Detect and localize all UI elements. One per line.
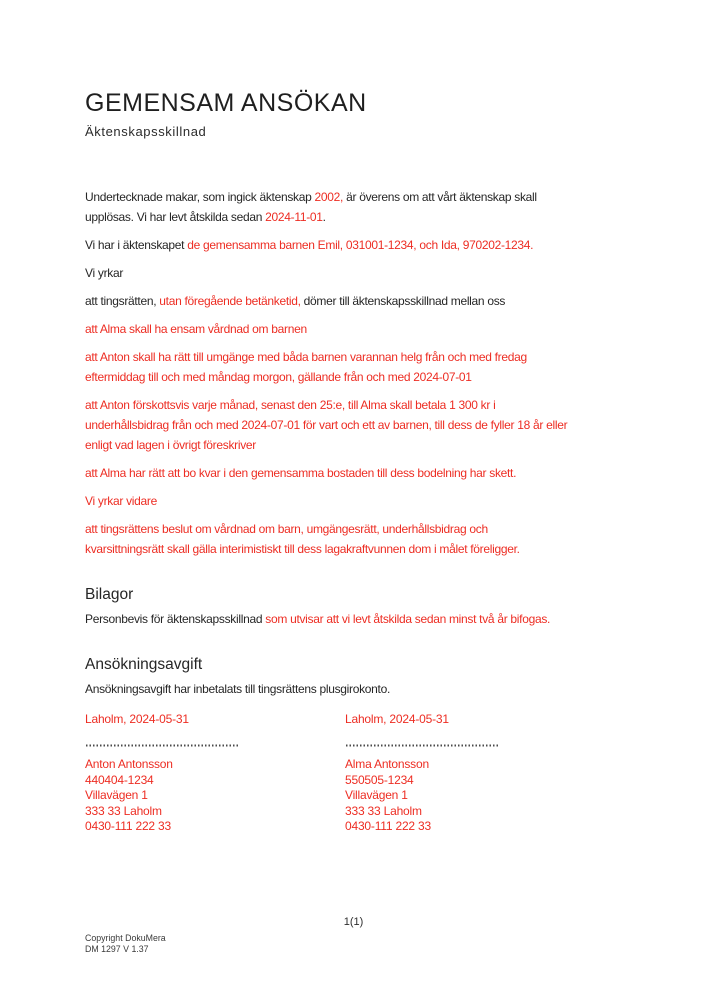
static-text: Personbevis för äktenskapsskillnad	[85, 612, 266, 626]
document-title: GEMENSAM ANSÖKAN	[85, 89, 367, 117]
filled-field-text: 2024-11-01	[265, 210, 323, 224]
filled-field-text: att Anton förskottsvis varje månad, senast den 25:e, till Alma skall betala 1 300 kr i	[85, 398, 496, 412]
static-text: Ansökningsavgift	[85, 656, 203, 673]
paragraph	[85, 291, 605, 311]
signature-row	[85, 709, 605, 835]
copyright-block	[85, 933, 166, 955]
signer-details	[345, 757, 605, 835]
signature-city-date: Laholm, 2024-05-31	[85, 712, 189, 726]
filled-field-text: som utvisar att vi levt åtskilda sedan minst två år bifogas.	[265, 612, 551, 626]
signer-name: Alma Antonsson	[345, 757, 429, 771]
filled-field-text: underhållsbidrag från och med 2024-07-01 för vart och ett av barnen, till dess de fyller 18 år eller	[85, 418, 568, 432]
paragraph	[85, 235, 605, 255]
static-text: Bilagor	[85, 586, 134, 603]
section-heading	[85, 655, 605, 675]
signer-phone: 0430-111 222 33	[85, 819, 171, 833]
signer-street: Villavägen 1	[345, 788, 408, 802]
filled-field-text: att Alma skall ha ensam vårdnad om barnen	[85, 322, 307, 336]
static-text: att tingsrätten,	[85, 294, 160, 308]
paragraph	[85, 395, 605, 455]
static-text: Vi yrkar	[85, 266, 124, 280]
signer-postal-city: 333 33 Laholm	[345, 803, 422, 818]
signature-column-2	[345, 709, 605, 835]
paragraph	[85, 347, 605, 387]
signer-phone: 0430-111 222 33	[345, 819, 431, 833]
filled-field-text: att Anton skall ha rätt till umgänge med båda barnen varannan helg från och med fredag	[85, 350, 527, 364]
static-text: dömer till äktenskapsskillnad mellan oss	[300, 294, 506, 308]
paragraph	[85, 519, 605, 559]
copyright-line: Copyright DokuMera	[85, 933, 166, 943]
document-subtitle: Äktenskapsskillnad	[85, 124, 207, 139]
paragraph	[85, 679, 605, 699]
signature-line	[85, 744, 238, 747]
signature-city-date: Laholm, 2024-05-31	[345, 712, 449, 726]
signer-personal-number: 440404-1234	[85, 772, 154, 787]
static-text: Vi har i äktenskapet	[85, 238, 188, 252]
signer-details	[85, 757, 345, 835]
paragraph	[85, 187, 605, 227]
filled-field-text: kvarsittningsrätt skall gälla interimistiskt till dess lagakraftvunnen dom i målet föreligger.	[85, 542, 520, 556]
page-number: 1(1)	[343, 916, 364, 928]
static-text: Undertecknade makar, som ingick äktenskap	[85, 190, 315, 204]
body-blocks	[85, 187, 605, 699]
filled-field-text: utan föregående betänketid,	[159, 294, 301, 308]
signer-personal-number: 550505-1234	[345, 772, 414, 787]
signer-street: Villavägen 1	[85, 788, 148, 802]
filled-field-text: Vi yrkar vidare	[85, 494, 157, 508]
copyright-version-line: DM 1297 V 1.37	[85, 944, 149, 954]
signer-postal-city: 333 33 Laholm	[85, 803, 162, 818]
filled-field-text: att tingsrättens beslut om vårdnad om barn, umgängesrätt, underhållsbidrag och	[85, 522, 488, 536]
filled-field-text: de gemensamma barnen Emil, 031001-1234, och Ida, 970202-1234.	[187, 238, 534, 252]
section-heading	[85, 585, 605, 605]
signer-name: Anton Antonsson	[85, 757, 173, 771]
static-text: upplösas. Vi har levt åtskilda sedan	[85, 210, 266, 224]
filled-field-text: 2002,	[314, 190, 344, 204]
static-text: .	[322, 210, 326, 224]
filled-field-text: enligt vad lagen i övrigt föreskriver	[85, 438, 256, 452]
paragraph	[85, 491, 605, 511]
document-content	[85, 88, 605, 835]
paragraph	[85, 319, 605, 339]
paragraph	[85, 463, 605, 483]
signature-column-1	[85, 709, 345, 835]
static-text: är överens om att vårt äktenskap skall	[343, 190, 537, 204]
filled-field-text: att Alma har rätt att bo kvar i den gemensamma bostaden till dess bodelning har skett.	[85, 466, 517, 480]
paragraph	[85, 263, 605, 283]
static-text: Ansökningsavgift har inbetalats till tingsrättens plusgirokonto.	[85, 682, 390, 696]
signature-line	[345, 744, 498, 747]
paragraph	[85, 609, 605, 629]
filled-field-text: eftermiddag till och med måndag morgon, gällande från och med 2024-07-01	[85, 370, 472, 384]
